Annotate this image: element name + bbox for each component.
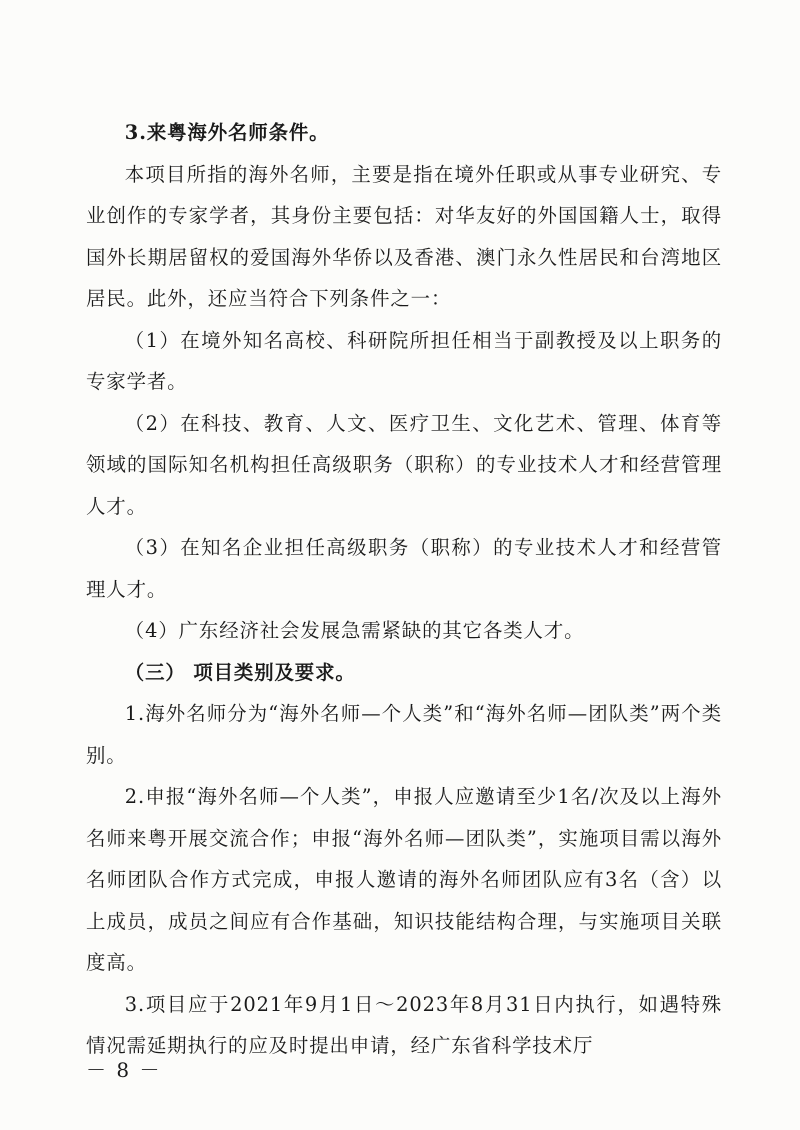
paragraph-category-1: 1.海外名师分为“海外名师—个人类”和“海外名师—团队类”两个类别。 — [86, 702, 722, 767]
section-heading-categories: （三） 项目类别及要求。 — [124, 660, 356, 684]
document-body — [86, 112, 722, 1067]
paragraph-condition-4: （4）广东经济社会发展急需紧缺的其它各类人才。 — [124, 619, 585, 642]
paragraph-condition-1: （1）在境外知名高校、科研院所担任相当于副教授及以上职务的专家学者。 — [86, 328, 722, 393]
paragraph-category-3: 3.项目应于2021年9月1日～2023年8月31日内执行，如遇特殊情况需延期执行的应及时提出申请，经广东省科学技术厅 — [86, 992, 722, 1057]
paragraph-condition-3: （3）在知名企业担任高级职务（职称）的专业技术人才和经营管理人才。 — [86, 536, 722, 601]
paragraph-category-2: 2.申报“海外名师—个人类”，申报人应邀请至少1名/次及以上海外名师来粤开展交流合作；申报“海外名师—团队类”，实施项目需以海外名师团队合作方式完成，申报人邀请的海外名师团队应有3名（含）以上成员，成员之间应有合作基础，知识技能结构合理，与实施项目关联度高。 — [86, 785, 722, 974]
paragraph-definition: 本项目所指的海外名师，主要是指在境外任职或从事专业研究、专业创作的专家学者，其身份主要包括：对华友好的外国国籍人士，取得国外长期居留权的爱国海外华侨以及香港、澳门永久性居民和台湾地区居民。此外，还应当符合下列条件之一： — [86, 162, 722, 310]
section-heading-conditions: 3.来粤海外名师条件。 — [124, 121, 330, 144]
paragraph-condition-2: （2）在科技、教育、人文、医疗卫生、文化艺术、管理、体育等领域的国际知名机构担任高级职务（职称）的专业技术人才和经营管理人才。 — [86, 411, 722, 518]
page-number: － 8 － — [86, 1058, 162, 1082]
